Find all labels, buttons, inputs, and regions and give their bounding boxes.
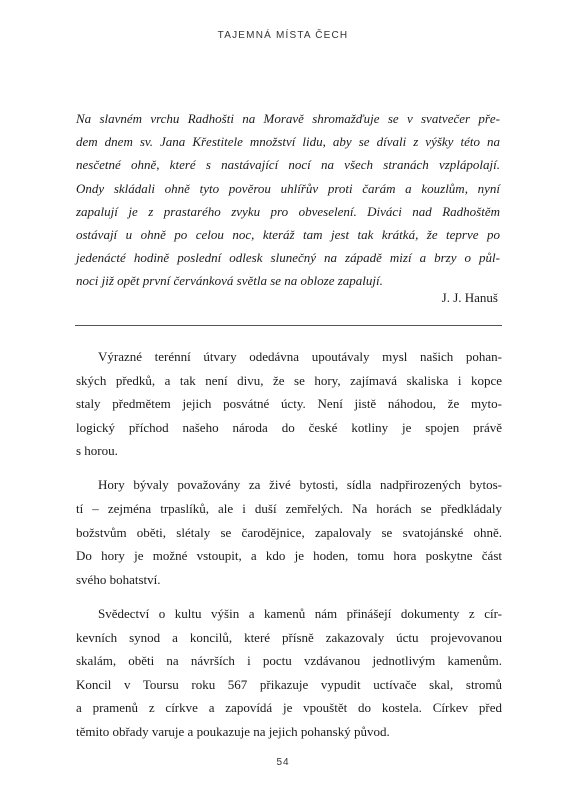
paragraph (76, 345, 502, 463)
text-line: svého bohatství. (76, 571, 161, 587)
page-number: 54 (276, 757, 290, 768)
text-line: božstvům oběti, slétaly se čarodějnice, zapalovaly se svatojánské ohně. (76, 524, 502, 540)
epigraph-author: J. J. Hanuš (441, 290, 498, 305)
running-head: TAJEMNÁ MÍSTA ČECH (217, 30, 349, 41)
text-line: Výrazné terénní útvary odedávna upoutávaly mysl našich pohan- (98, 349, 502, 364)
epigraph-line: zapalují je z prastarého zvyku pro obveselení. Diváci nad Radhoštěm (76, 203, 500, 219)
epigraph-line: Ondy skládali ohně tyto pověrou uhlířův proti čarám a kouzlům, nyní (76, 180, 500, 196)
text-line: Svědectví o kultu výšin a kamenů nám přinášejí dokumenty z cír- (98, 605, 502, 621)
paragraph (76, 473, 502, 591)
body-text (76, 345, 502, 754)
text-line: a pramenů z církve a zapovídá je vpouštět do kostela. Církev před (76, 700, 502, 716)
epigraph-line: Na slavném vrchu Radhošti na Moravě shromažďuje se v svatvečer pře- (76, 111, 500, 126)
text-line: ských předků, a tak není divu, že se hory, zajímavá skaliska i kopce (76, 372, 502, 388)
text-line: Hory bývaly považovány za živé bytosti, sídla nadpřirozených bytos- (98, 477, 502, 493)
epigraph-line: ostávají u ohně po celou noc, kteráž tam jest tak krátká, že teprve po (76, 227, 500, 243)
epigraph-line: jedenácté hodině poslední odlesk slunečný na západě mizí a brzy o půl- (76, 250, 500, 266)
text-line: těmito obřady varuje a poukazuje na jejich pohanský původ. (76, 723, 390, 739)
text-line: staly předmětem jejich posvátné úcty. Není jistě náhodou, že myto- (76, 396, 502, 412)
text-line: Koncil v Toursu roku 567 přikazuje vypudit uctívače skal, stromů (76, 676, 502, 692)
epigraph-line: dem dnem sv. Jana Křestitele množství lidu, aby se dívali z výšky této na (76, 134, 500, 150)
text-line: kevních synod a koncilů, které přísně zakazovaly úctu projevovanou (76, 629, 502, 645)
text-line: tí – zejména trpaslíků, ale i duší zemřelých. Na horách se předkládaly (76, 501, 502, 517)
paragraph (76, 602, 502, 744)
text-line: logický příchod našeho národa do české kotliny je spojen právě (76, 419, 502, 435)
epigraph-line: nesčetné ohně, které s nastávající nocí na všech stranách vzplápolají. (76, 157, 500, 173)
epigraph-quote (76, 107, 500, 293)
section-divider (75, 325, 502, 326)
text-line: skalám, oběti na návrších i poctu vzdávanou jednotlivým kamenům. (76, 653, 502, 669)
epigraph-line: noci již opět první červánková světla se na obloze zapalují. (76, 273, 383, 289)
text-line: Do hory je možné vstoupit, a kdo je hoden, tomu hora poskytne část (76, 548, 502, 564)
text-line: s horou. (76, 443, 118, 459)
